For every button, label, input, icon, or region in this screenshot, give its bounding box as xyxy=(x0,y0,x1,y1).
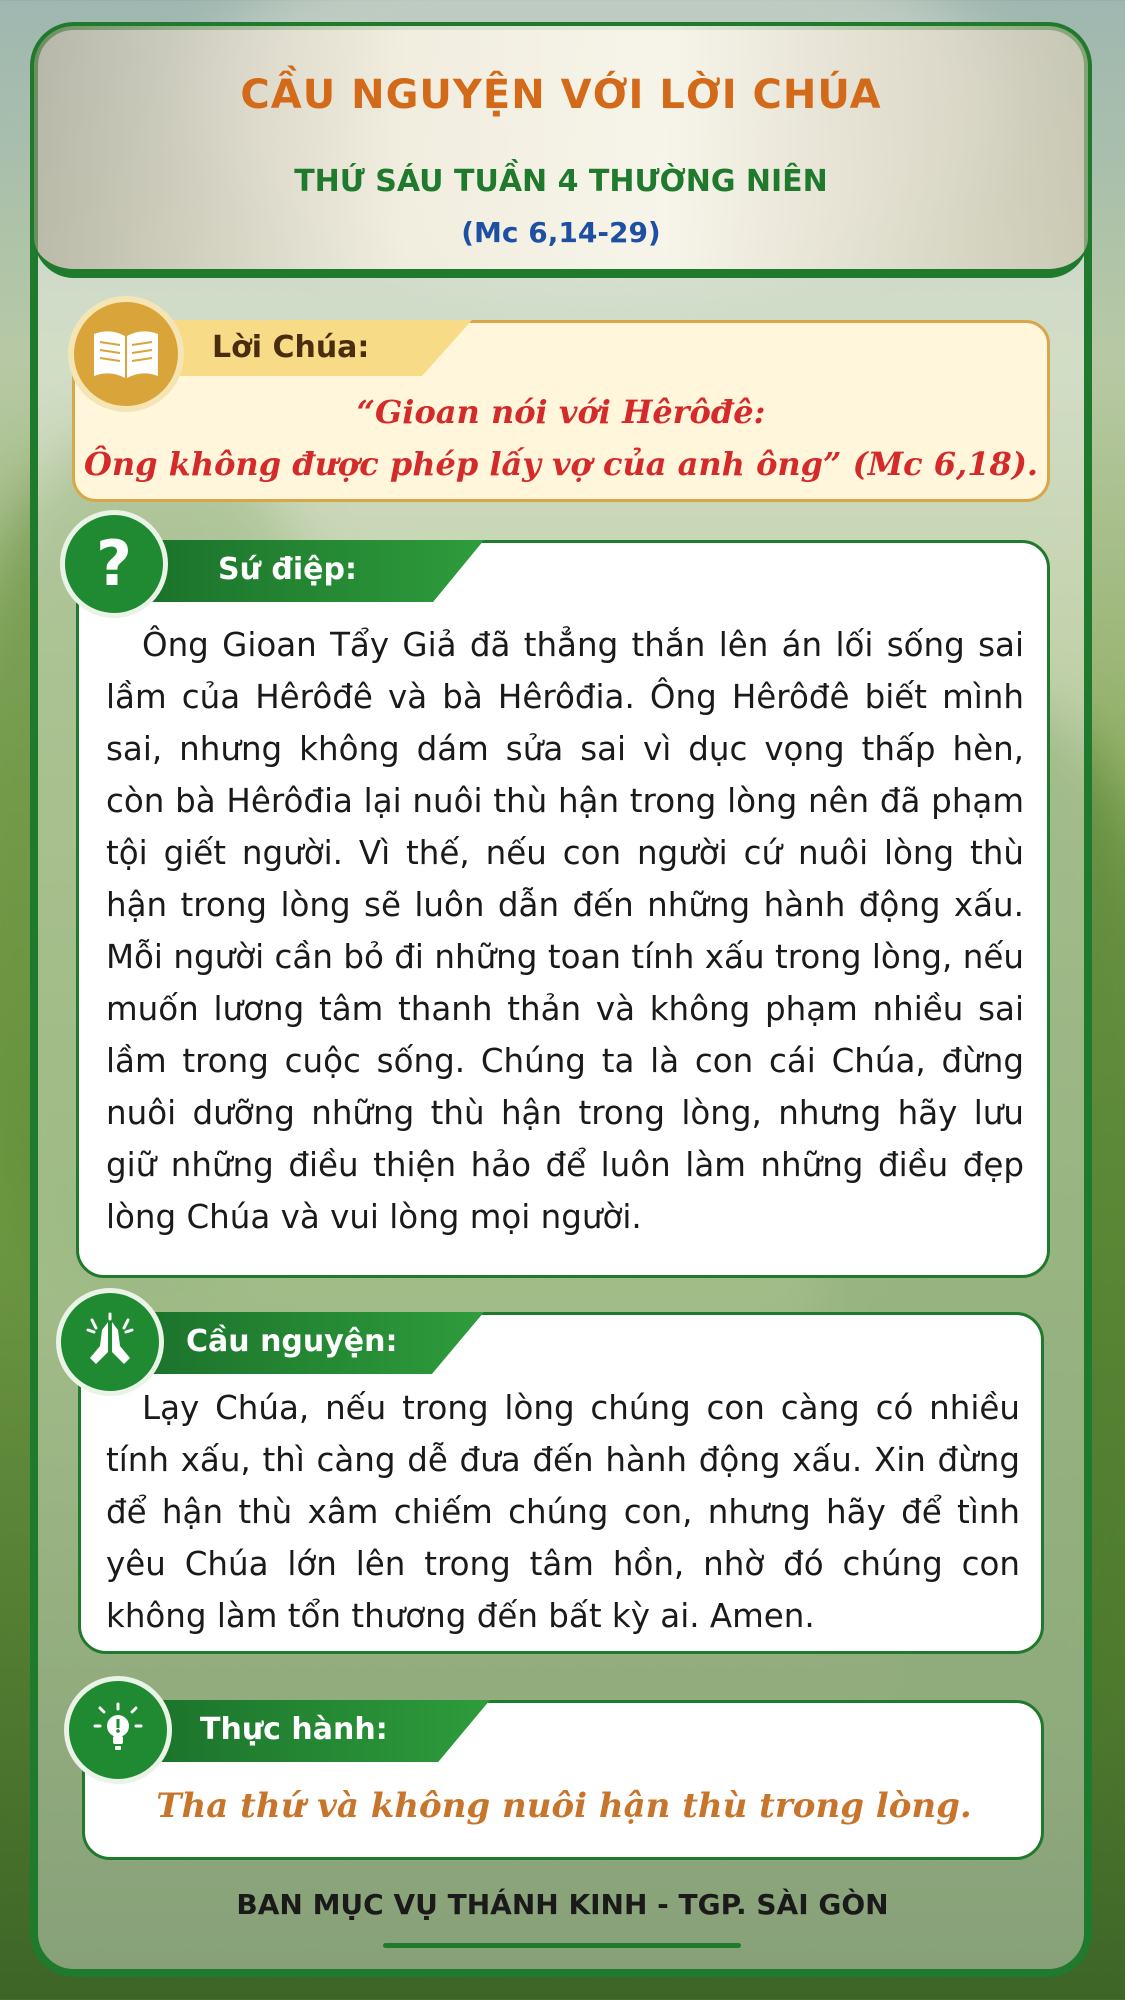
word-of-god-label: Lời Chúa: xyxy=(212,330,370,365)
prayer-paragraph xyxy=(106,1382,1020,1642)
message-label: Sứ điệp: xyxy=(218,552,357,587)
lightbulb-icon xyxy=(64,1676,172,1784)
practice-text: Tha thứ và không nuôi hận thù trong lòng. xyxy=(156,1786,972,1826)
page-title: CẦU NGUYỆN VỚI LỜI CHÚA xyxy=(240,72,882,118)
footer-divider xyxy=(383,1943,741,1948)
practice-label: Thực hành: xyxy=(200,1712,388,1747)
message-paragraph xyxy=(106,619,1024,1243)
scripture-reference: (Mc 6,14-29) xyxy=(461,216,661,249)
prayer-label: Cầu nguyện: xyxy=(186,1324,398,1359)
footer-credit: BAN MỤC VỤ THÁNH KINH - TGP. SÀI GÒN xyxy=(236,1888,889,1921)
prayer-text: Lạy Chúa, nếu trong lòng chúng con càng có nhiều tính xấu, thì càng dễ đưa đến hành động xấu. Xin đừng để hận thù xâm chiếm chúng con, nhưng hãy để tình yêu Chúa lớn lên trong tâm hồn, nhờ đó chúng con không làm tổn thương đến bất kỳ ai. Amen. xyxy=(106,1389,1020,1635)
question-mark-icon: ? xyxy=(60,510,168,618)
praying-hands-icon xyxy=(56,1288,164,1396)
scripture-quote-line-2: Ông không được phép lấy vợ của anh ông” (Mc 6,18). xyxy=(83,445,1038,483)
page-subtitle: THỨ SÁU TUẦN 4 THƯỜNG NIÊN xyxy=(294,164,828,199)
message-text: Ông Gioan Tẩy Giả đã thẳng thắn lên án lối sống sai lầm của Hêrôđê và bà Hêrôđia. Ông Hêrôđê biết mình sai, nhưng không dám sửa sai vì dục vọng thấp hèn, còn bà Hêrôđia lại nuôi thù hận trong lòng nên đã phạm tội giết người. Vì thế, nếu con người cứ nuôi lòng thù hận trong lòng sẽ luôn dẫn đến những hành động xấu. Mỗi người cần bỏ đi những toan tính xấu trong lòng, nếu muốn lương tâm thanh thản và không phạm nhiều sai lầm trong cuộc sống. Chúng ta là con cái Chúa, đừng nuôi dưỡng những thù hận trong lòng, nhưng hãy lưu giữ những điều thiện hảo để luôn làm những điều đẹp lòng Chúa và vui lòng mọi người. xyxy=(106,626,1024,1236)
header-banner xyxy=(34,26,1088,278)
scripture-quote-line-1: “Gioan nói với Hêrôđê: xyxy=(356,393,766,431)
